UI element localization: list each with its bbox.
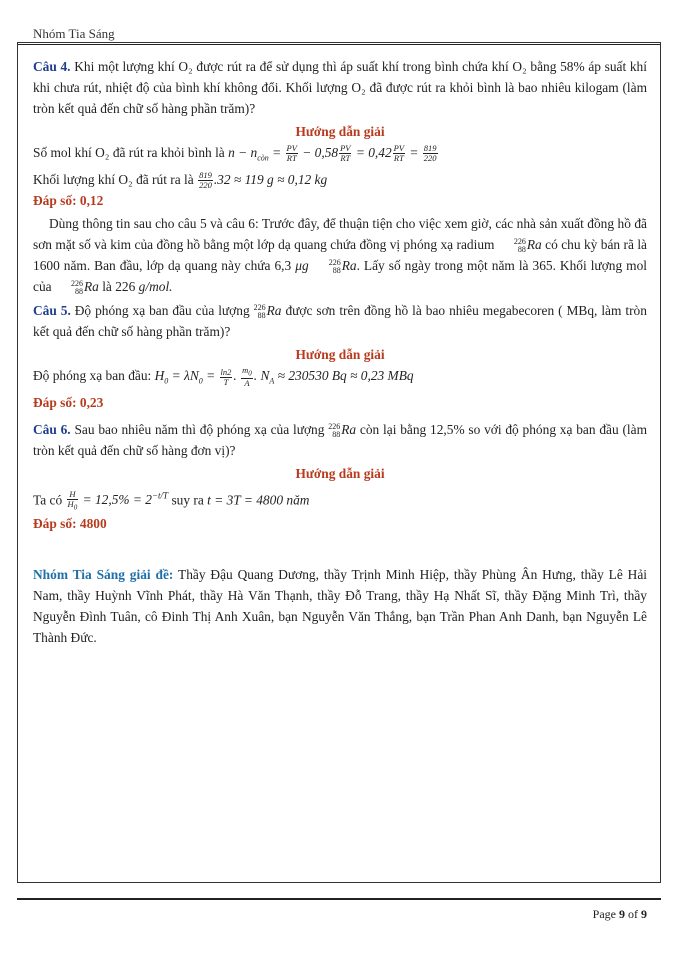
q5-formula-activity: $H_0 = \lambda N_0$ = $\frac{\ln 2}{T}$ . $\frac{m_0}{A}$ . $N_A \approx 230530$ Bq ≈ 0,23 MBq — [154, 364, 414, 389]
q6-label: Câu 6. — [33, 421, 71, 437]
header-title: Nhóm Tia Sáng — [33, 26, 115, 41]
q5-question: Câu 5. Độ phóng xạ ban đầu của lượng 226 88 Ra được sơn trên đồng hồ là bao nhiêu megabecoren ( MBq, làm tròn kết quả đến chữ số hàng phần trăm)? — [33, 303, 647, 340]
q6-formula-time: t = 3T = 4800 năm — [207, 492, 310, 508]
q4-text: Khi một lượng khí O₂ được rút ra để sử dụng thì áp suất khí trong bình chứa khí O₂ bằng 58% áp suất khí khi chưa rút, nhiệt độ của bình khí không đổi. Khối lượng O₂ đã được rút ra khỏi bình là bao nhiêu kilogam (làm tròn kết quả đến chữ số hàng phần trăm)? — [33, 59, 647, 116]
q4-question — [33, 56, 647, 119]
main-content — [33, 56, 647, 648]
isotope-ra: 226 88 — [513, 237, 526, 255]
footer-divider — [17, 898, 661, 900]
credits-paragraph — [33, 564, 647, 648]
q5-guide-heading: Hướng dẫn giải — [295, 347, 385, 363]
q4-solution-line2: Khối lượng khí O₂ đã rút ra là $\frac{819}{220}$ .32 ≈ 119 g ≈ 0,12 kg — [33, 170, 328, 191]
q4-label: Câu 4. — [33, 59, 71, 74]
q4-solution-line1: Số mol khí O₂ đã rút ra khỏi bình là $n - n_{còn}$ = $\frac{PV}{RT}$ − 0,58 $\frac{PV}{RT}$ = 0,42 $\frac{PV}{RT}$ = $\frac{819}{220}$ — [33, 143, 437, 164]
q5-label: Câu 5. — [33, 303, 71, 319]
q6-answer: Đáp số: 4800 — [33, 515, 107, 531]
q4-formula-mass: $\frac{819}{220}$ .32 ≈ 119 g ≈ 0,12 kg — [199, 170, 328, 191]
q6-formula-ratio: $\frac{H}{H_0}$ = $12,5\% = 2^{-t/T}$ — [67, 488, 169, 512]
q5-answer: Đáp số: 0,23 — [33, 394, 104, 410]
q4-formula-moles: $n - n_{còn}$ = $\frac{PV}{RT}$ − 0,58 $\frac{PV}{RT}$ = 0,42 $\frac{PV}{RT}$ = $\frac{819}{220}$ — [228, 143, 437, 164]
q6-question: Câu 6. Sau bao nhiêu năm thì độ phóng xạ của lượng 226 88 Ra còn lại bằng 12,5% so với độ phóng xạ ban đầu (làm tròn kết quả đến chữ số hàng đơn vị)? — [33, 421, 648, 458]
page-number: Page 9 of 9 — [592, 907, 647, 921]
credits-label: Nhóm Tia Sáng giải đề: — [33, 566, 174, 582]
intro-paragraph: Dùng thông tin sau cho câu 5 và câu 6: Trước đây, để thuận tiện cho việc xem giờ, các nhà sản xuất đồng hồ đã sơn mặt số và kim của đồng hồ bằng một lớp dạ quang chứa đồng vị phóng xạ radium 226 88 Ra có chu kỳ bán rã là 1600 năm. Ban đầu, lớp dạ quang này chứa 6,3 μg 226 88 Ra. Lấy số ngày trong một năm là 365. Khối lượng mol của 226 88 Ra là 226 g/mol. — [33, 216, 647, 297]
q5-solution-line1: Độ phóng xạ ban đầu: $H_0 = \lambda N_0$ = $\frac{\ln 2}{T}$ . $\frac{m_0}{A}$ . $N_A \approx 230530$ Bq ≈ 0,23 MBq — [33, 364, 414, 389]
q4-answer: Đáp số: 0,12 — [33, 193, 104, 209]
q4-guide-heading: Hướng dẫn giải — [295, 124, 385, 139]
q6-guide-heading: Hướng dẫn giải — [295, 465, 385, 481]
credits-text: Thầy Đậu Quang Dương, thầy Trịnh Minh Hiệp, thầy Phùng Ân Hưng, thầy Lê Hải Nam, thầy Huỳnh Vĩnh Phát, thầy Hà Văn Thạnh, thầy Đỗ Trang, thầy Hạ Nhất Sĩ, thầy Đặng Minh Trì, thầy Nguyễn Đình Tuân, cô Đinh Thị Anh Xuân, bạn Nguyễn Văn Thắng, bạn Trần Phan Anh Danh, bạn Nguyễn Lê Thành Đức. — [33, 566, 648, 645]
q6-solution-line1: Ta có $\frac{H}{H_0}$ = $12,5\% = 2^{-t/T}$ suy ra t = 3T = 4800 năm — [33, 488, 310, 512]
